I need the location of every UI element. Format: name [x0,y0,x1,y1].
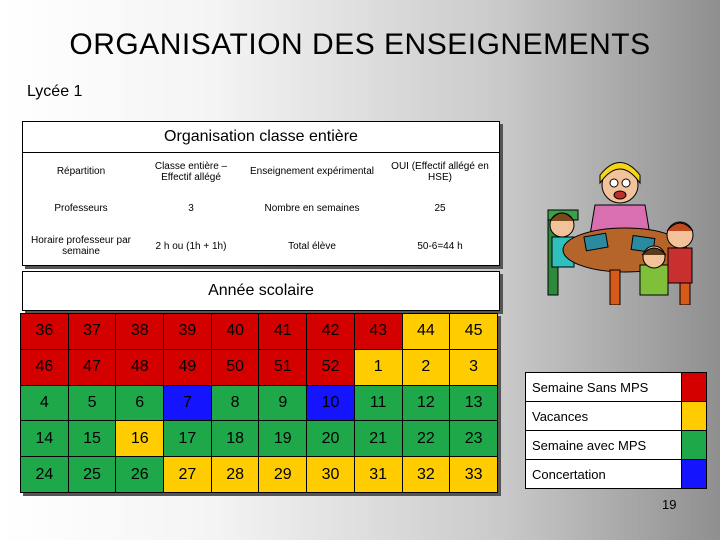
week-cell: 3 [450,349,498,385]
table-cell: 3 [188,203,194,214]
week-cell: 44 [402,314,450,350]
legend-swatch [682,402,707,431]
week-cell: 51 [259,349,307,385]
week-cell: 37 [68,314,116,350]
week-cell: 19 [259,421,307,457]
week-row [21,421,498,457]
week-cell: 9 [259,385,307,421]
week-cell: 23 [450,421,498,457]
week-cell: 33 [450,457,498,493]
week-cell: 7 [164,385,212,421]
week-row [21,457,498,493]
page-number: 19 [662,497,677,512]
week-cell: 27 [164,457,212,493]
table-cell: Répartition [56,166,106,177]
table-row [23,227,499,265]
week-cell: 1 [354,349,402,385]
table-cell: 2 h ou (1h + 1h) [155,240,227,252]
organisation-grid [23,153,499,265]
table-cell: 25 [434,203,446,214]
week-cell: 39 [164,314,212,350]
week-cell: 50 [211,349,259,385]
week-cell: 24 [21,457,69,493]
week-calendar-grid [20,313,498,493]
school-year-heading: Année scolaire [22,271,500,311]
table-cell: Horaire professeur par semaine [30,235,132,257]
table-cell: Classe entière – Effectif allégé [154,160,228,183]
week-cell: 17 [164,421,212,457]
legend-swatch [682,460,707,489]
week-cell: 8 [211,385,259,421]
legend-item [526,402,707,431]
legend-item [526,431,707,460]
legend-item [526,373,707,402]
week-cell: 20 [307,421,355,457]
legend-item [526,460,707,489]
table-cell: OUI (Effectif allégé en HSE) [391,160,489,183]
week-cell: 47 [68,349,116,385]
week-cell: 49 [164,349,212,385]
week-row [21,349,498,385]
color-legend [525,372,707,489]
table-cell: Nombre en semaines [264,203,360,214]
week-cell: 52 [307,349,355,385]
week-cell: 26 [116,457,164,493]
week-cell: 43 [354,314,402,350]
table-cell: Total élève [288,240,336,252]
table-row [23,153,499,190]
week-cell: 40 [211,314,259,350]
week-cell: 32 [402,457,450,493]
week-cell: 45 [450,314,498,350]
week-cell: 31 [354,457,402,493]
week-cell: 5 [68,385,116,421]
organisation-heading: Organisation classe entière [23,122,499,153]
legend-label: Vacances [526,402,682,431]
week-cell: 30 [307,457,355,493]
table-cell: Enseignement expérimental [250,166,374,177]
legend-swatch [682,373,707,402]
week-cell: 22 [402,421,450,457]
week-cell: 48 [116,349,164,385]
week-cell: 21 [354,421,402,457]
week-cell: 42 [307,314,355,350]
legend-label: Semaine avec MPS [526,431,682,460]
week-cell: 38 [116,314,164,350]
week-cell: 2 [402,349,450,385]
week-cell: 41 [259,314,307,350]
week-cell: 18 [211,421,259,457]
week-cell: 25 [68,457,116,493]
week-cell: 36 [21,314,69,350]
week-cell: 13 [450,385,498,421]
week-cell: 14 [21,421,69,457]
week-cell: 15 [68,421,116,457]
week-cell: 4 [21,385,69,421]
week-cell: 11 [354,385,402,421]
table-cell: Professeurs [54,203,108,214]
meeting-clipart-icon [540,155,700,305]
slide-title: ORGANISATION DES ENSEIGNEMENTS [69,28,651,61]
week-cell: 46 [21,349,69,385]
week-cell: 6 [116,385,164,421]
legend-swatch [682,431,707,460]
legend-label: Semaine Sans MPS [526,373,682,402]
table-cell: 50-6=44 h [417,240,463,252]
organisation-table [22,121,500,266]
week-cell: 29 [259,457,307,493]
table-row [23,190,499,227]
week-cell: 10 [307,385,355,421]
legend-label: Concertation [526,460,682,489]
school-label: Lycée 1 [27,83,83,100]
week-cell: 16 [116,421,164,457]
week-row [21,385,498,421]
week-cell: 28 [211,457,259,493]
week-row [21,314,498,350]
week-cell: 12 [402,385,450,421]
